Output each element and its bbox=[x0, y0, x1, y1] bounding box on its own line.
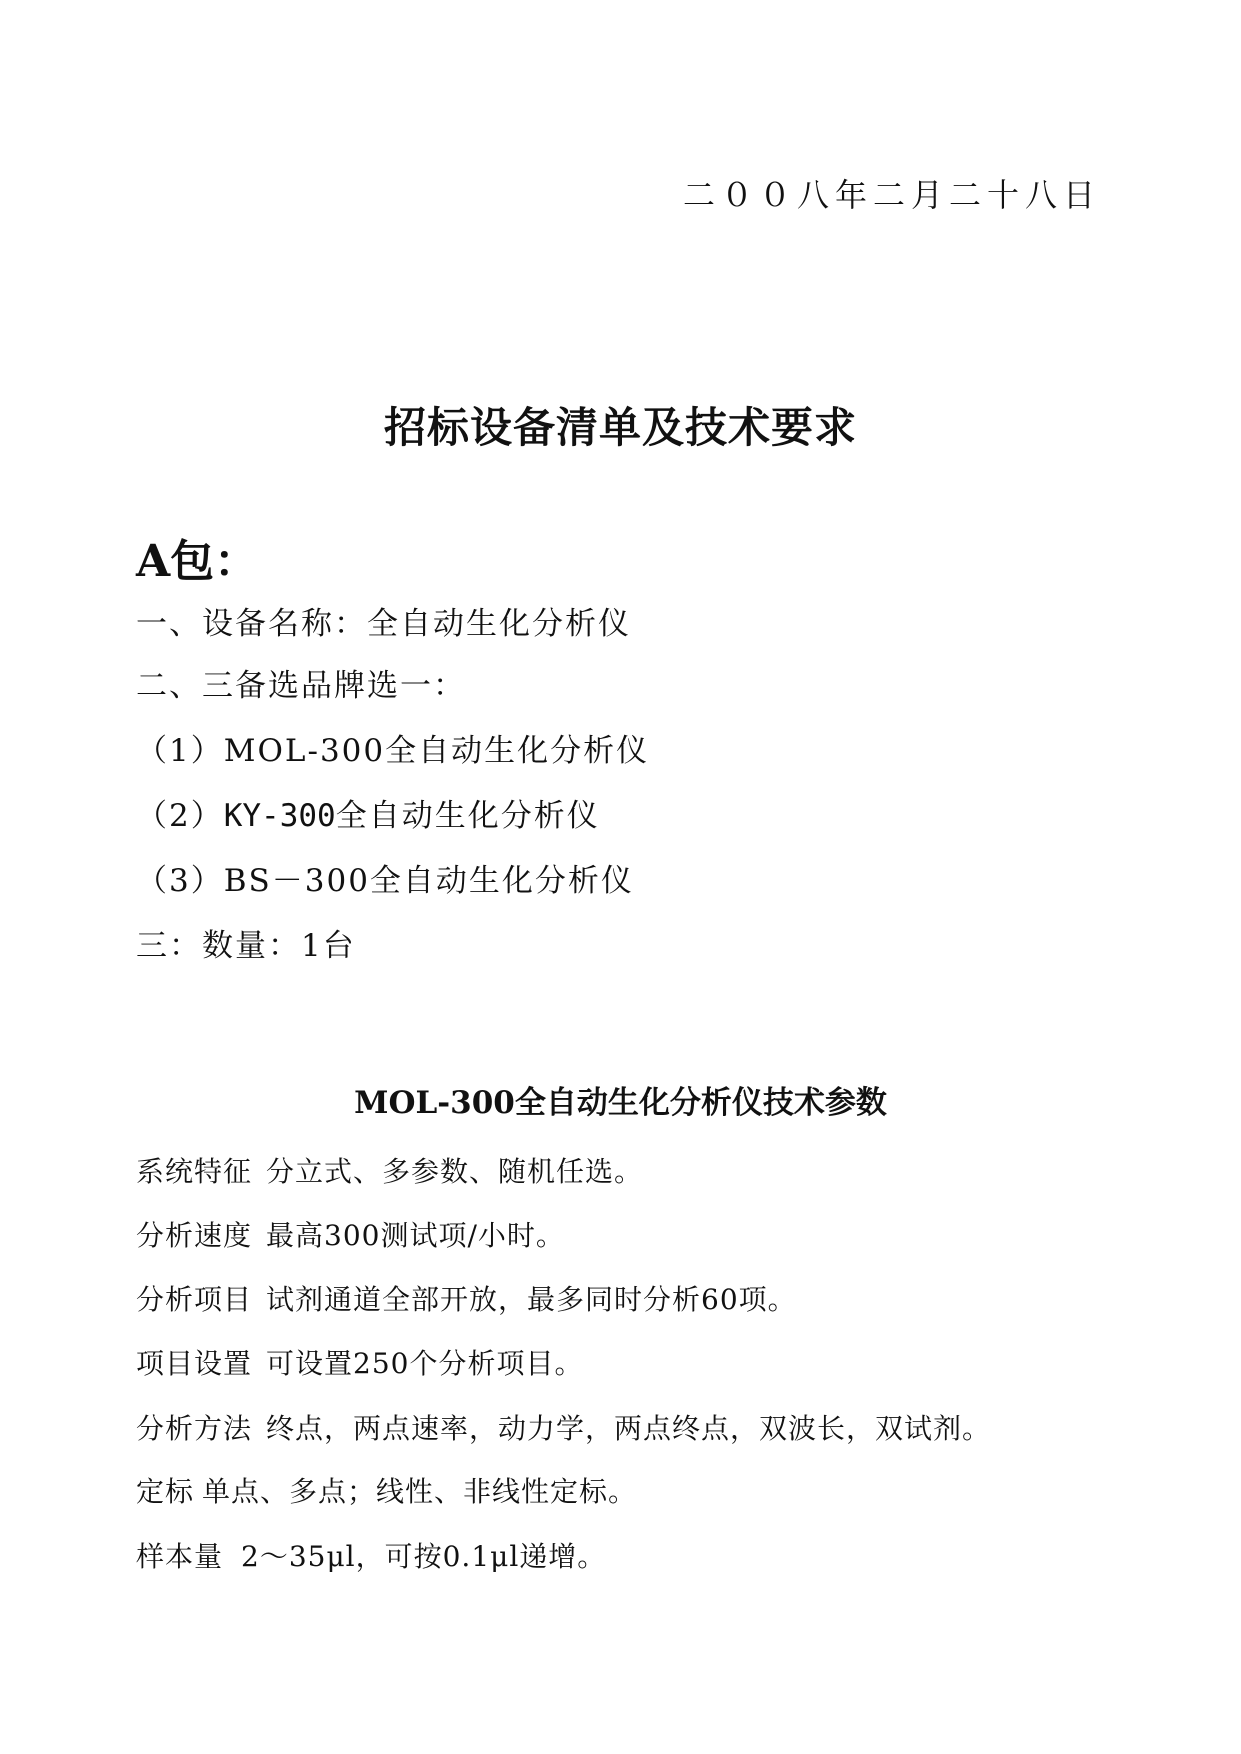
param-label: 定标 bbox=[136, 1475, 195, 1508]
param-value: 单点、多点；线性、非线性定标。 bbox=[202, 1475, 638, 1508]
param-row bbox=[136, 1278, 797, 1318]
brand-option-3-prefix: （3） bbox=[136, 863, 224, 899]
package-label: A包： bbox=[136, 536, 259, 587]
quantity-line: 三：数量：1台 bbox=[136, 928, 356, 964]
param-value: 终点，两点速率，动力学，两点终点，双波长，双试剂。 bbox=[266, 1412, 992, 1445]
param-row bbox=[136, 1214, 565, 1254]
brand-option-3 bbox=[136, 855, 634, 900]
param-label: 样本量 bbox=[136, 1540, 224, 1573]
param-value: 2～35μl，可按0.1μl递增。 bbox=[241, 1540, 607, 1573]
document-date: 二００八年二月二十八日 bbox=[682, 176, 1101, 214]
param-label: 系统特征 bbox=[136, 1155, 253, 1188]
brand-option-2-text: 全自动生化分析仪 bbox=[335, 798, 600, 834]
brand-option-2 bbox=[136, 790, 600, 835]
param-value: 可设置250个分析项目。 bbox=[266, 1347, 584, 1380]
param-value: 分立式、多参数、随机任选。 bbox=[266, 1155, 644, 1188]
brand-option-2-model: KY-300 bbox=[223, 798, 336, 834]
param-label: 分析项目 bbox=[136, 1283, 253, 1316]
spec-section-title: MOL-300全自动生化分析仪技术参数 bbox=[354, 1085, 887, 1121]
param-row bbox=[136, 1535, 606, 1575]
param-row bbox=[136, 1150, 643, 1190]
document-title: 招标设备清单及技术要求 bbox=[383, 403, 857, 452]
param-label: 分析方法 bbox=[136, 1412, 253, 1445]
equipment-name: 一、设备名称：全自动生化分析仪 bbox=[136, 606, 631, 642]
param-row bbox=[136, 1470, 637, 1510]
param-label: 分析速度 bbox=[136, 1219, 253, 1252]
brand-option-3-text: BS－300全自动生化分析仪 bbox=[223, 863, 634, 899]
param-row bbox=[136, 1342, 583, 1382]
brand-option-1 bbox=[136, 725, 649, 770]
param-value: 试剂通道全部开放，最多同时分析60项。 bbox=[266, 1283, 797, 1316]
brand-option-1-prefix: （1） bbox=[136, 733, 224, 769]
param-label: 项目设置 bbox=[136, 1347, 253, 1380]
brands-heading: 二、三备选品牌选一： bbox=[136, 668, 466, 704]
param-value: 最高300测试项/小时。 bbox=[266, 1219, 565, 1252]
param-row bbox=[136, 1407, 991, 1447]
brand-option-2-prefix: （2） bbox=[136, 798, 224, 834]
brand-option-1-text: MOL-300全自动生化分析仪 bbox=[223, 733, 650, 769]
